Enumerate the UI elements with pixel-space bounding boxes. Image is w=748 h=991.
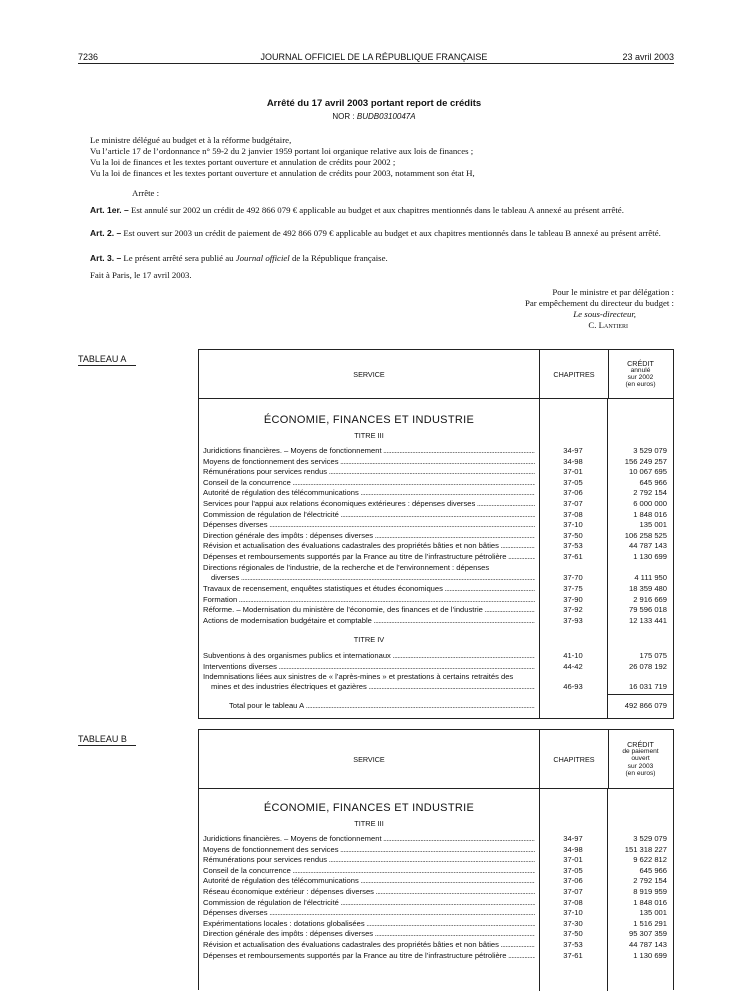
ministry-heading: ÉCONOMIE, FINANCES ET INDUSTRIE: [263, 802, 475, 814]
signature-name: C. Lantieri: [588, 320, 628, 330]
row-credit: 2 792 154: [633, 488, 667, 498]
article-text: Est annulé sur 2002 un crédit de 492 866 079 € applicable au budget et aux chapitres mentionnés dans le tableau A annexé au présent arrêté.: [130, 205, 624, 215]
header-rule: [78, 63, 674, 64]
table-row: [199, 520, 673, 530]
row-service: Formation .....: [203, 595, 535, 605]
row-service: Commission de régulation de l’électricité .....: [203, 510, 535, 520]
row-chapitre: 37-30: [563, 918, 583, 928]
table-row: [199, 616, 673, 626]
row-service: Commission de régulation de l’électricité .....: [203, 898, 535, 908]
row-chapitre: 37-50: [563, 530, 583, 540]
row-chapitre: 37-10: [563, 908, 583, 918]
row-chapitre: 34-97: [563, 834, 583, 843]
tableau-b: [198, 729, 674, 990]
col-chapitres: CHAPITRES: [539, 730, 609, 788]
table-row: [199, 541, 673, 551]
row-chapitre: 41-10: [563, 651, 583, 660]
signature-line: Pour le ministre et par délégation :: [552, 287, 674, 297]
row-service: Conseil de la concurrence .....: [203, 478, 535, 488]
row-service: Réseau économique extérieur : dépenses diverses .....: [203, 887, 535, 897]
row-credit: 18 359 480: [628, 584, 667, 593]
journal-officiel-italic: Journal officiel: [235, 253, 290, 263]
row-chapitre: 37-08: [563, 897, 583, 907]
table-row: [199, 605, 673, 615]
journal-title: JOURNAL OFFICIEL DE LA RÉPUBLIQUE FRANÇAISE: [260, 52, 488, 62]
row-service: Moyens de fonctionnement des services .....: [203, 457, 535, 467]
row-chapitre: 37-07: [563, 499, 583, 508]
total-row: [199, 700, 673, 712]
table-row: [199, 855, 673, 865]
row-credit: 9 622 812: [633, 855, 667, 865]
table-row: [199, 510, 673, 520]
row-chapitre: 37-01: [563, 467, 583, 477]
row-credit: 3 529 079: [633, 834, 667, 843]
row-chapitre: 37-61: [563, 552, 583, 561]
row-service: Direction générale des impôts : dépenses diverses .....: [203, 929, 535, 939]
row-chapitre: 37-01: [563, 855, 583, 865]
issue-date: 23 avril 2003: [622, 52, 674, 62]
article-text: Le présent arrêté sera publié au: [123, 253, 236, 263]
row-chapitre: 44-42: [563, 661, 583, 671]
table-row: [199, 499, 673, 509]
row-credit: 44 787 143: [628, 940, 667, 949]
row-credit: 1 130 699: [633, 950, 667, 960]
table-row: [199, 951, 673, 961]
tableau-a: [198, 349, 674, 719]
table-row: Directions régionales de l’industrie, de la recherche et de l’environnement : dépenses diverses ..... 37-70 4 111 950: [199, 563, 673, 583]
row-chapitre: 37-75: [563, 584, 583, 593]
row-credit: 3 529 079: [633, 446, 667, 455]
titre-heading: TITRE IV: [353, 635, 385, 644]
row-service: Direction générale des impôts : dépenses diverses .....: [203, 531, 535, 541]
row-chapitre: 37-07: [563, 887, 583, 896]
row-service: Dépenses et remboursements supportés par la France au titre de l’infrastructure pétrolière .....: [203, 552, 535, 562]
signature-line: Par empêchement du directeur du budget :: [524, 298, 674, 308]
table-row: [199, 940, 673, 950]
table-row: [199, 467, 673, 477]
table-row: [199, 929, 673, 939]
row-chapitre: 37-06: [563, 876, 583, 886]
signature-role: Le sous-directeur,: [573, 309, 636, 319]
row-credit: 175 075: [639, 651, 667, 660]
col-service: SERVICE: [353, 754, 385, 764]
row-credit: 645 966: [639, 477, 667, 487]
row-chapitre: 37-05: [563, 477, 583, 487]
row-credit: 135 001: [639, 520, 667, 530]
table-row: [199, 908, 673, 918]
row-credit: 6 000 000: [633, 499, 667, 508]
intro-line: Le ministre délégué au budget et à la réforme budgétaire,: [90, 135, 292, 145]
table-row: [199, 834, 673, 844]
row-credit: 44 787 143: [628, 541, 667, 551]
tableau-b-label: TABLEAU B: [78, 734, 136, 746]
row-credit: 1 516 291: [633, 918, 667, 928]
table-row: [199, 887, 673, 897]
article-text: de la République française.: [289, 253, 388, 263]
col-credit: CRÉDIT de paiement ouvert sur 2003 (en euros): [622, 739, 659, 777]
row-chapitre: 34-97: [563, 446, 583, 455]
row-service: Rémunérations pour services rendus .....: [203, 467, 535, 477]
intro-line: Vu la loi de finances et les textes portant ouverture et annulation de crédits pour 2002 ;: [90, 157, 396, 167]
row-service: Rémunérations pour services rendus .....: [203, 855, 535, 865]
row-credit: 2 792 154: [633, 876, 667, 886]
row-service: Juridictions financières. – Moyens de fonctionnement .....: [203, 834, 535, 844]
table-row: [199, 584, 673, 594]
article-text: Est ouvert sur 2003 un crédit de paiement de 492 866 079 € applicable au budget et aux chapitres mentionnés dans le tableau B annexé au présent arrêté.: [123, 228, 661, 238]
table-row: [199, 595, 673, 605]
nor-label: NOR :: [332, 112, 355, 121]
nor-line: [0, 112, 748, 121]
intro-line: Vu l’article 17 de l’ordonnance n° 59-2 du 2 janvier 1959 portant loi organique relative aux lois de finances ;: [90, 146, 474, 156]
row-chapitre: 37-93: [563, 615, 583, 625]
arrete-word: Arrête :: [132, 188, 160, 198]
row-chapitre: 34-98: [563, 844, 583, 854]
row-credit: 79 596 018: [628, 605, 667, 615]
row-service: Expérimentations locales : dotations globalisées .....: [203, 919, 535, 929]
row-chapitre: 37-06: [563, 488, 583, 498]
decree-title: Arrêté du 17 avril 2003 portant report de crédits: [266, 98, 482, 109]
row-service: Travaux de recensement, enquêtes statistiques et études économiques .....: [203, 584, 535, 594]
ministry-heading: ÉCONOMIE, FINANCES ET INDUSTRIE: [263, 414, 475, 426]
row-service: Services pour l’appui aux relations économiques extérieures : dépenses diverses .....: [203, 499, 535, 509]
done-at: Fait à Paris, le 17 avril 2003.: [90, 270, 192, 280]
row-service: Dépenses diverses .....: [203, 520, 535, 530]
row-credit: 12 133 441: [628, 615, 667, 625]
col-chapitres: CHAPITRES: [539, 350, 609, 398]
table-header: [199, 350, 673, 399]
row-chapitre: 37-53: [563, 940, 583, 949]
row-service: Autorité de régulation des télécommunications .....: [203, 876, 535, 886]
row-service: Subventions à des organismes publics et internationaux .....: [203, 651, 535, 661]
row-service: Réforme. – Modernisation du ministère de l’économie, des finances et de l’industrie .....: [203, 605, 535, 615]
row-credit: 8 919 959: [633, 887, 667, 896]
row-credit: 95 307 359: [628, 929, 667, 939]
row-credit: 10 067 695: [628, 467, 667, 477]
col-credit: CRÉDIT annulé sur 2002 (en euros): [625, 358, 656, 389]
row-chapitre: 37-50: [563, 929, 583, 939]
table-row: [199, 552, 673, 562]
row-credit: 151 318 227: [624, 844, 667, 854]
table-row: [199, 898, 673, 908]
row-chapitre: 37-61: [563, 950, 583, 960]
row-credit: 1 848 016: [633, 897, 667, 907]
article-3: [90, 253, 674, 264]
row-credit: 135 001: [639, 908, 667, 918]
total-rule: [607, 694, 673, 695]
row-service: Dépenses et remboursements supportés par la France au titre de l’infrastructure pétrolière .....: [203, 951, 535, 961]
row-service: Révision et actualisation des évaluations cadastrales des propriétés bâties et non bâties .....: [203, 940, 535, 950]
table-row: Indemnisations liées aux sinistres de « l’après-mines » et prestations à certains retraités des mines et des industries électriques et gazières ..... 46-93 16 031 719: [199, 672, 673, 692]
row-service: Interventions diverses .....: [203, 662, 535, 672]
row-service: Autorité de régulation des télécommunications .....: [203, 488, 535, 498]
row-service: Révision et actualisation des évaluations cadastrales des propriétés bâties et non bâties .....: [203, 541, 535, 551]
table-row: [199, 531, 673, 541]
table-row: [199, 478, 673, 488]
titre-heading: TITRE III: [354, 819, 384, 828]
tableau-a-label: TABLEAU A: [78, 354, 136, 366]
table-row: [199, 845, 673, 855]
row-service: Actions de modernisation budgétaire et comptable .....: [203, 616, 535, 626]
row-credit: 645 966: [639, 865, 667, 875]
row-credit: 106 258 525: [624, 530, 667, 540]
row-credit: 26 078 192: [628, 661, 667, 671]
row-service: Conseil de la concurrence .....: [203, 866, 535, 876]
row-chapitre: 34-98: [563, 456, 583, 466]
intro-line: Vu la loi de finances et les textes portant ouverture et annulation de crédits pour 2003, notamment son état H,: [90, 168, 475, 178]
table-row: [199, 876, 673, 886]
col-service: SERVICE: [353, 369, 385, 379]
row-chapitre: 37-92: [563, 605, 583, 615]
table-row: [199, 866, 673, 876]
row-credit: 156 249 257: [624, 456, 667, 466]
row-chapitre: 37-90: [563, 594, 583, 604]
table-row: [199, 919, 673, 929]
row-chapitre: 37-05: [563, 865, 583, 875]
row-chapitre: 37-08: [563, 509, 583, 519]
total-value: 492 866 079: [624, 701, 667, 710]
row-service: Moyens de fonctionnement des services .....: [203, 845, 535, 855]
table-header: [199, 730, 673, 789]
row-chapitre: 37-53: [563, 541, 583, 551]
row-chapitre: 37-10: [563, 520, 583, 530]
nor-code: BUDB0310047A: [356, 112, 416, 121]
row-service: Dépenses diverses .....: [203, 908, 535, 918]
row-credit: 1 130 699: [633, 552, 667, 561]
row-credit: 1 848 016: [633, 509, 667, 519]
row-credit: 2 916 669: [633, 594, 667, 604]
row-service: Juridictions financières. – Moyens de fonctionnement .....: [203, 446, 535, 456]
article-label: Art. 3. –: [90, 253, 122, 263]
article-label: Art. 1er. –: [90, 205, 129, 215]
table-row: [199, 457, 673, 467]
article-1: [78, 205, 674, 216]
table-row: [199, 488, 673, 498]
article-2: [78, 228, 674, 239]
total-label: Total pour le tableau A .....: [229, 700, 535, 712]
page-number: 7236: [78, 52, 99, 62]
table-row: [199, 651, 673, 661]
table-row: [199, 446, 673, 456]
article-label: Art. 2. –: [90, 228, 122, 238]
table-row: [199, 662, 673, 672]
titre-heading: TITRE III: [354, 431, 384, 440]
